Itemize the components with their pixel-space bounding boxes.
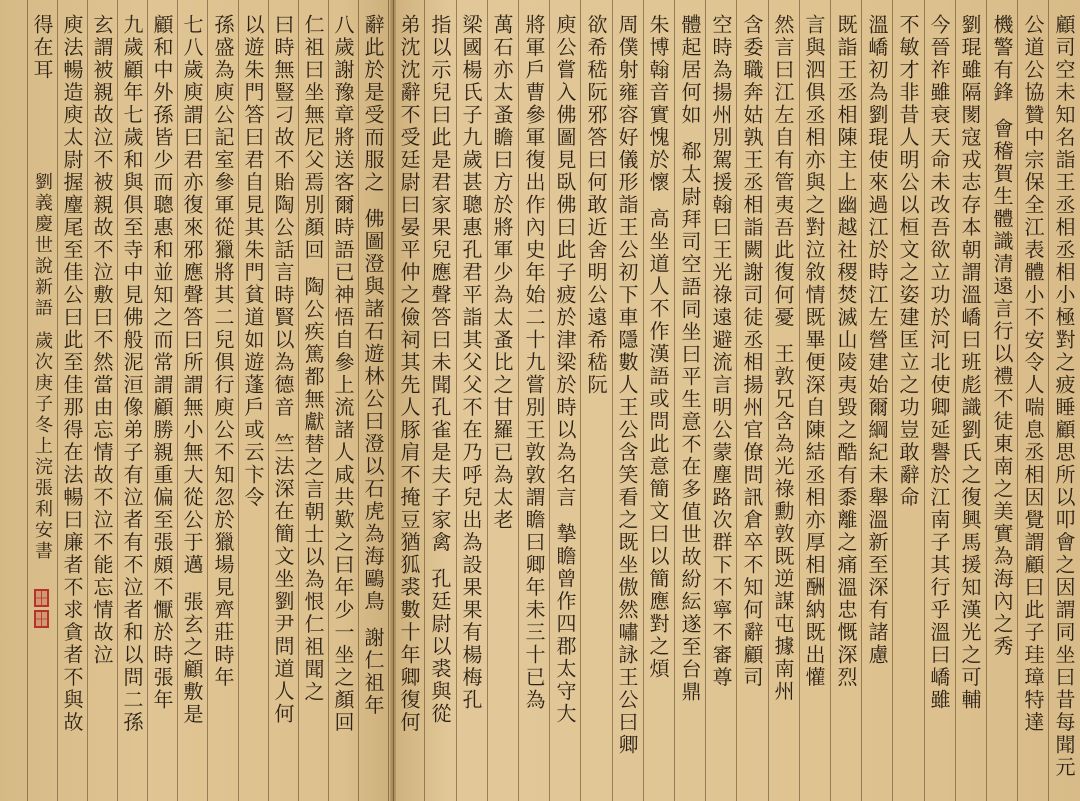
text-column [799, 14, 829, 792]
text-column [519, 14, 549, 792]
colophon-title: 劉義慶世說新語 [32, 171, 53, 319]
text-passage: 萬石亦太蚤瞻曰方於將軍少為太蚤比之甘羅已為太老 [490, 14, 514, 532]
text-passage: 含委職奔姑孰王丞相詣闕謝司徒丞相揚州官僚問訊倉卒不知何辭顧司 [740, 14, 764, 689]
text-passage: 會稽賀生體識清遠言行以禮不徒東南之美實為海內之秀 [990, 118, 1014, 658]
text-column [831, 14, 861, 792]
text-column [425, 14, 455, 792]
text-passage: 言與泗俱丞相亦與之對泣敘情既畢便深自陳結丞相亦厚相酬納既出懽 [802, 14, 826, 689]
text-passage: 孔廷尉以裘與從 [428, 568, 452, 726]
text-passage: 高坐道人不作漢語或問此意簡文曰以簡應對之煩 [646, 208, 670, 681]
text-column [394, 14, 424, 792]
text-passage: 然言曰江左自有管夷吾此復何憂 [771, 14, 795, 329]
text-passage: 朱博翰音實愧於懷 [646, 14, 670, 194]
text-column [487, 14, 517, 792]
text-column [862, 14, 892, 792]
text-column [706, 14, 736, 792]
text-passage: 以遊朱門答曰君自見其朱門貧道如遊蓬戶或云卞令 [241, 14, 265, 509]
text-column [238, 14, 268, 792]
text-passage: 得在耳 [30, 14, 54, 82]
text-passage: 指以示兒曰此是君家果兒應聲答曰未聞孔雀是夫子家禽 [428, 14, 452, 554]
text-passage: 孫盛為庾公記室參軍從獵將其二兒俱行庾公不知忽於獵場見齊莊時年 [211, 14, 235, 689]
text-column [924, 14, 954, 792]
text-column [27, 14, 57, 792]
text-passage: 辭此於是受而服之 [361, 14, 385, 194]
text-passage: 顧和中外孫皆少而聰惠和並知之而常謂顧勝親重偏至張頗不懨於時張年 [150, 14, 174, 712]
text-passage: 弟沈沈辭不受廷尉曰晏平仲之儉祠其先人豚肩不掩豆猶狐裘數十年卿復何 [397, 14, 421, 734]
text-column [147, 14, 177, 792]
text-column [358, 14, 388, 792]
text-passage: 欲希嵇阮邪答曰何敢近舍明公遠希嵇阮 [584, 14, 608, 397]
text-column [550, 14, 580, 792]
text-passage: 王敦兄含為光祿勳敦既逆謀屯據南州 [771, 343, 795, 703]
text-passage: 將軍戶曹參軍復出作內史年始二十九嘗別王敦敦謂瞻曰卿年未三十已為 [522, 14, 546, 712]
text-passage: 空時為揚州別駕援翰曰王光祿遠避流言明公蒙塵路次群下不寧不審尊 [709, 14, 733, 689]
text-passage: 九歲顧年七歲和與俱至寺中見佛般泥洹像弟子有泣者有不泣者和以問二孫 [120, 14, 144, 734]
text-column [87, 14, 117, 792]
text-passage: 顧司空未知名詣王丞相丞相小極對之疲睡顧思所以叩會之因謂同坐曰昔每聞元 [1052, 14, 1076, 779]
text-passage: 張玄之顧敷是 [180, 590, 204, 726]
text-column [893, 14, 923, 792]
text-passage: 既詣王丞相陳主上幽越社稷焚滅山陵夷毀之酷有黍離之痛溫忠慨深烈 [834, 14, 858, 689]
text-column [987, 14, 1017, 792]
text-column [328, 14, 358, 792]
text-column [768, 14, 798, 792]
text-passage: 劉琨雖隔閡寇戎志存本朝謂溫嶠曰班彪識劉氏之復興馬援知漢光之可輔 [958, 14, 982, 712]
text-column [298, 14, 328, 792]
text-passage: 體起居何如 [678, 14, 702, 127]
text-column [117, 14, 147, 792]
text-column [581, 14, 611, 792]
text-column [643, 14, 673, 792]
text-column [737, 14, 767, 792]
text-column [675, 14, 705, 792]
text-passage: 郗太尉拜司空語同坐曰平生意不在多值世故紛紜遂至台鼎 [678, 140, 702, 703]
text-column [1049, 14, 1079, 792]
text-passage: 庾法暢造庾太尉握麈尾至佳公曰此至佳那得在法暢曰廉者不求貪者不與故 [60, 14, 84, 734]
text-passage: 不敏才非昔人明公以桓文之姿建匡立之功豈敢辭命 [896, 14, 920, 509]
text-passage: 摯瞻曾作四郡太守大 [553, 523, 577, 726]
text-passage: 竺法深在簡文坐劉尹問道人何 [271, 433, 295, 726]
text-passage: 七八歲庾謂曰君亦復來邪應聲答曰所謂無小無大從公于邁 [180, 14, 204, 577]
colophon-inscription: 歲次庚子冬上浣張利安書 [32, 330, 53, 562]
text-passage: 梁國楊氏子九歲甚聰惠孔君平詣其父父不在乃呼兒出為設果果有楊梅孔 [459, 14, 483, 712]
text-passage: 謝仁祖年 [361, 627, 385, 717]
text-column [1018, 14, 1048, 792]
text-passage: 庾公嘗入佛圖見臥佛曰此子疲於津梁於時以為名言 [553, 14, 577, 509]
text-column [57, 14, 87, 792]
text-passage: 曰時無豎刁故不貽陶公話言時賢以為德音 [271, 14, 295, 419]
text-passage: 公道公協贊中宗保全江表體小不安令人喘息丞相因覺謂顧曰此子珪璋特達 [1021, 14, 1045, 734]
text-passage: 八歲謝豫章將送客爾時語已神悟自參上流諸人咸共歎之曰年少一坐之顏回 [331, 14, 355, 734]
text-passage: 今晉祚雖衰天命未改吾欲立功於河北使卿延譽於江南子其行乎溫曰嶠雖 [927, 14, 951, 712]
text-column [612, 14, 642, 792]
text-column [268, 14, 298, 792]
text-passage: 陶公疾篤都無獻替之言朝士以為恨仁祖聞之 [301, 275, 325, 703]
text-passage: 佛圖澄與諸石遊林公曰澄以石虎為海鷗鳥 [361, 208, 385, 613]
text-column [456, 14, 486, 792]
text-passage: 玄謂被親故泣不被親故不泣敷曰不然當由忘情故不泣不能忘情故泣 [90, 14, 114, 667]
text-passage: 周僕射雍容好儀形詣王公初下車隱數人王公含笑看之既坐傲然嘯詠王公曰卿 [615, 14, 639, 757]
text-passage: 仁祖曰坐無尼父焉別顏回 [301, 14, 325, 262]
text-column [955, 14, 985, 792]
ruling-line [388, 0, 389, 801]
text-passage: 機警有鋒 [990, 14, 1014, 104]
text-column [208, 14, 238, 792]
text-passage: 溫嶠初為劉琨使來過江於時江左營建始爾綱紀未舉溫新至深有諸慮 [865, 14, 889, 667]
text-column [177, 14, 207, 792]
